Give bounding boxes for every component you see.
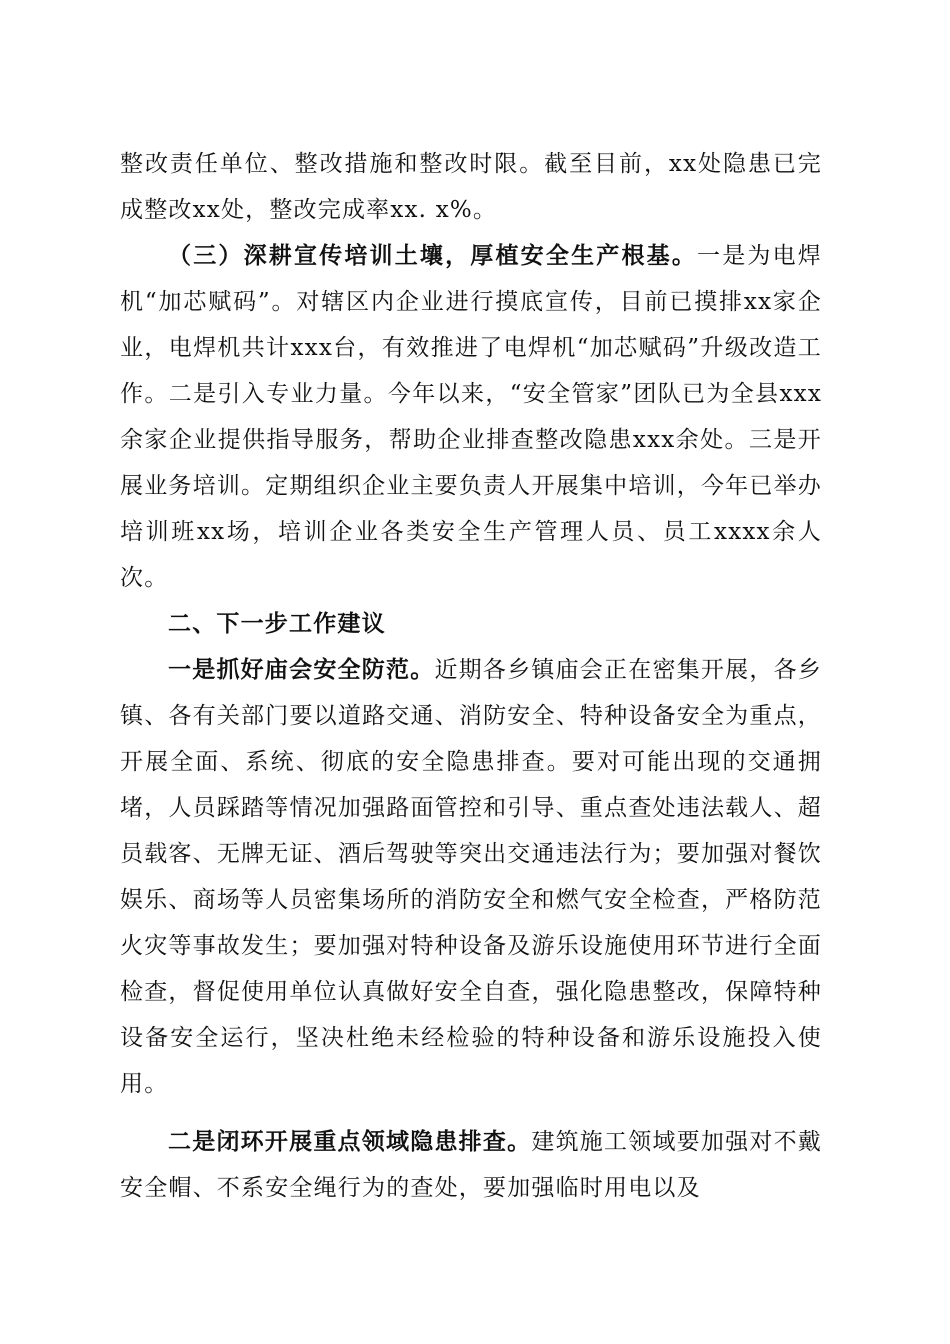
document-body bbox=[120, 141, 822, 1211]
paragraph-temple-fair-safety bbox=[120, 647, 822, 1107]
paragraph-lead: 一是抓好庙会安全防范。 bbox=[168, 657, 435, 683]
section-heading-next-steps: 二、下一步工作建议 bbox=[168, 611, 386, 637]
paragraph-rectification-status bbox=[120, 141, 822, 233]
paragraph-text: 建筑施工领域要加强对不戴安全帽、不系安全绳行为的查处，要加强临时用电以及 bbox=[120, 1129, 822, 1201]
paragraph-text: 近期各乡镇庙会正在密集开展，各乡镇、各有关部门要以道路交通、消防安全、特种设备安全为重点，开展全面、系统、彻底的安全隐患排查。要对可能出现的交通拥堵，人员踩踏等情况加强路面管控和引导、重点查处违法载人、超员载客、无牌无证、酒后驾驶等突出交通违法行为；要加强对餐饮娱乐、商场等人员密集场所的消防安全和燃气安全检查，严格防范火灾等事故发生；要加强对特种设备及游乐设施使用环节进行全面检查，督促使用单位认真做好安全自查，强化隐患整改，保障特种设备安全运行，坚决杜绝未经检验的特种设备和游乐设施投入使用。 bbox=[120, 657, 822, 1097]
paragraph-lead: 二是闭环开展重点领域隐患排查。 bbox=[168, 1129, 532, 1155]
paragraph-publicity-training bbox=[120, 233, 822, 601]
section-subheading: （三）深耕宣传培训土壤，厚植安全生产根基。 bbox=[168, 243, 698, 269]
paragraph-text: 整改责任单位、整改措施和整改时限。截至目前，xx处隐患已完成整改xx处，整改完成率xx. x%。 bbox=[120, 151, 822, 223]
paragraph-text: 一是为电焊机“加芯赋码”。对辖区内企业进行摸底宣传，目前已摸排xx家企业，电焊机共计xxx台，有效推进了电焊机“加芯赋码”升级改造工作。二是引入专业力量。今年以来，“安全管家”团队已为全县xxx余家企业提供指导服务，帮助企业排查整改隐患xxx余处。三是开展业务培训。定期组织企业主要负责人开展集中培训，今年已举办培训班xx场，培训企业各类安全生产管理人员、员工xxxx余人次。 bbox=[120, 243, 822, 591]
paragraph-key-sector-inspection bbox=[120, 1119, 822, 1211]
